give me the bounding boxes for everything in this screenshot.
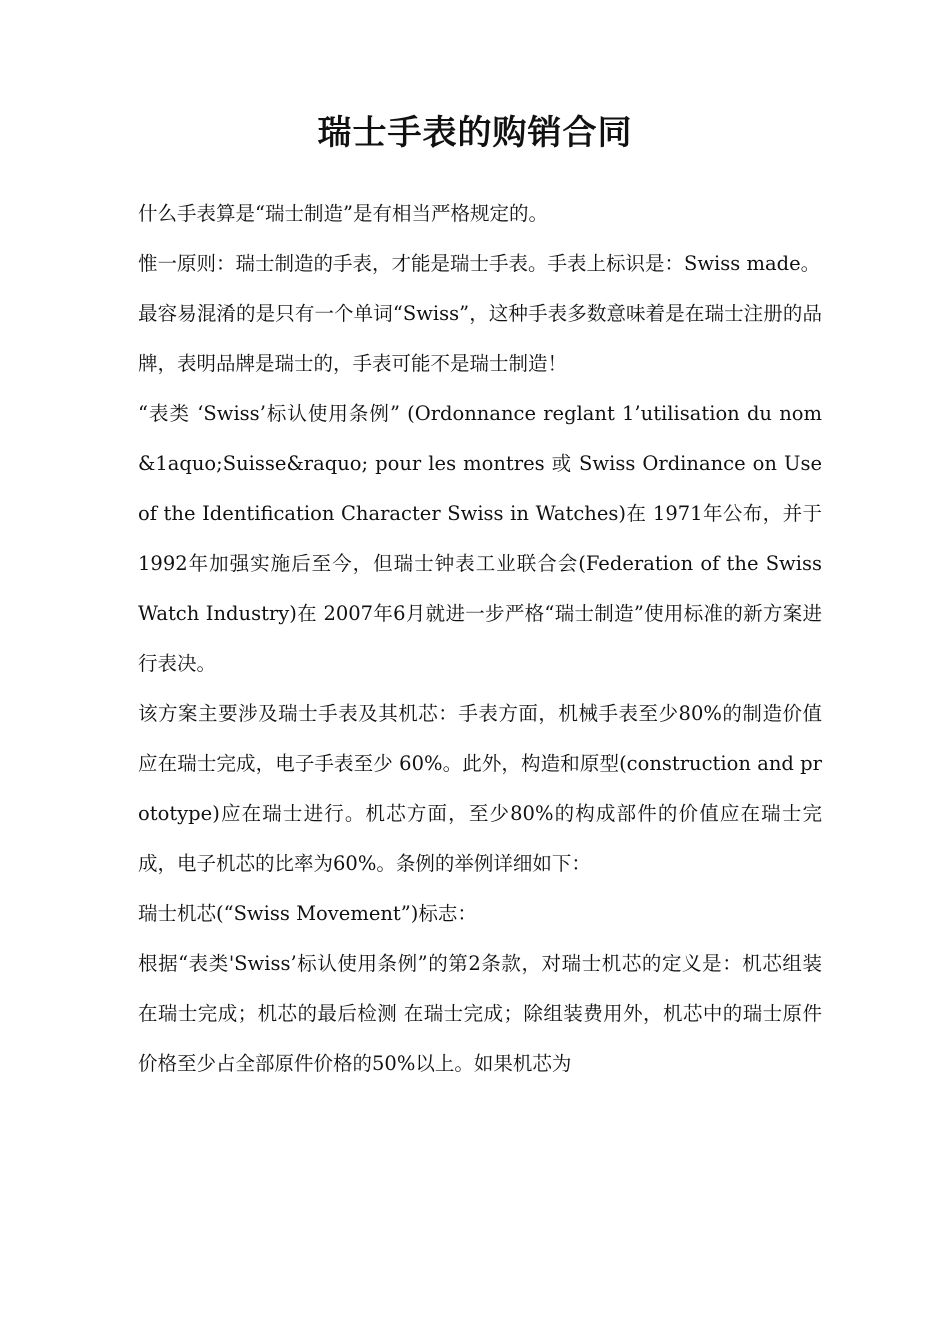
paragraph-2: 惟一原则：瑞士制造的手表，才能是瑞士手表。手表上标识是：Swiss made。 xyxy=(138,252,821,275)
document-body xyxy=(138,189,822,1089)
paragraph-6: 瑞士机芯(“Swiss Movement”)标志： xyxy=(138,902,477,925)
paragraph-3: 最容易混淆的是只有一个单词“Swiss”，这种手表多数意味着是在瑞士注册的品牌，表明品牌是瑞士的，手表可能不是瑞士制造！ xyxy=(138,302,822,375)
paragraph-1: 什么手表算是“瑞士制造”是有相当严格规定的。 xyxy=(138,202,548,225)
paragraph-5: 该方案主要涉及瑞士手表及其机芯：手表方面，机械手表至少80%的制造价值应在瑞士完成，电子手表至少 60%。此外，构造和原型(construction and prototype)应在瑞士进行。机芯方面，至少80%的构成部件的价值应在瑞士完成，电子机芯的比率为60%。条例的举例详细如下： xyxy=(138,702,822,875)
document-title: 瑞士手表的购销合同 xyxy=(317,112,633,153)
paragraph-4: “表类 ‘Swiss’标认使用条例” (Ordonnance reglant 1’utilisation du nom &1aquo;Suisse&raquo; pour les montres 或 Swiss Ordinance on Use of the Identification Character Swiss in Watches)在 1971年公布，并于 1992年加强实施后至今，但瑞士钟表工业联合会(Federation of the Swiss Watch Industry)在 2007年6月就进一步严格“瑞士制造”使用标准的新方案进行表决。 xyxy=(138,402,822,675)
paragraph-7: 根据“表类'Swiss’标认使用条例”的第2条款，对瑞士机芯的定义是：机芯组装在瑞士完成；机芯的最后检测 在瑞士完成；除组装费用外，机芯中的瑞士原件价格至少占全部原件价格的50%以上。如果机芯为 xyxy=(138,952,822,1075)
